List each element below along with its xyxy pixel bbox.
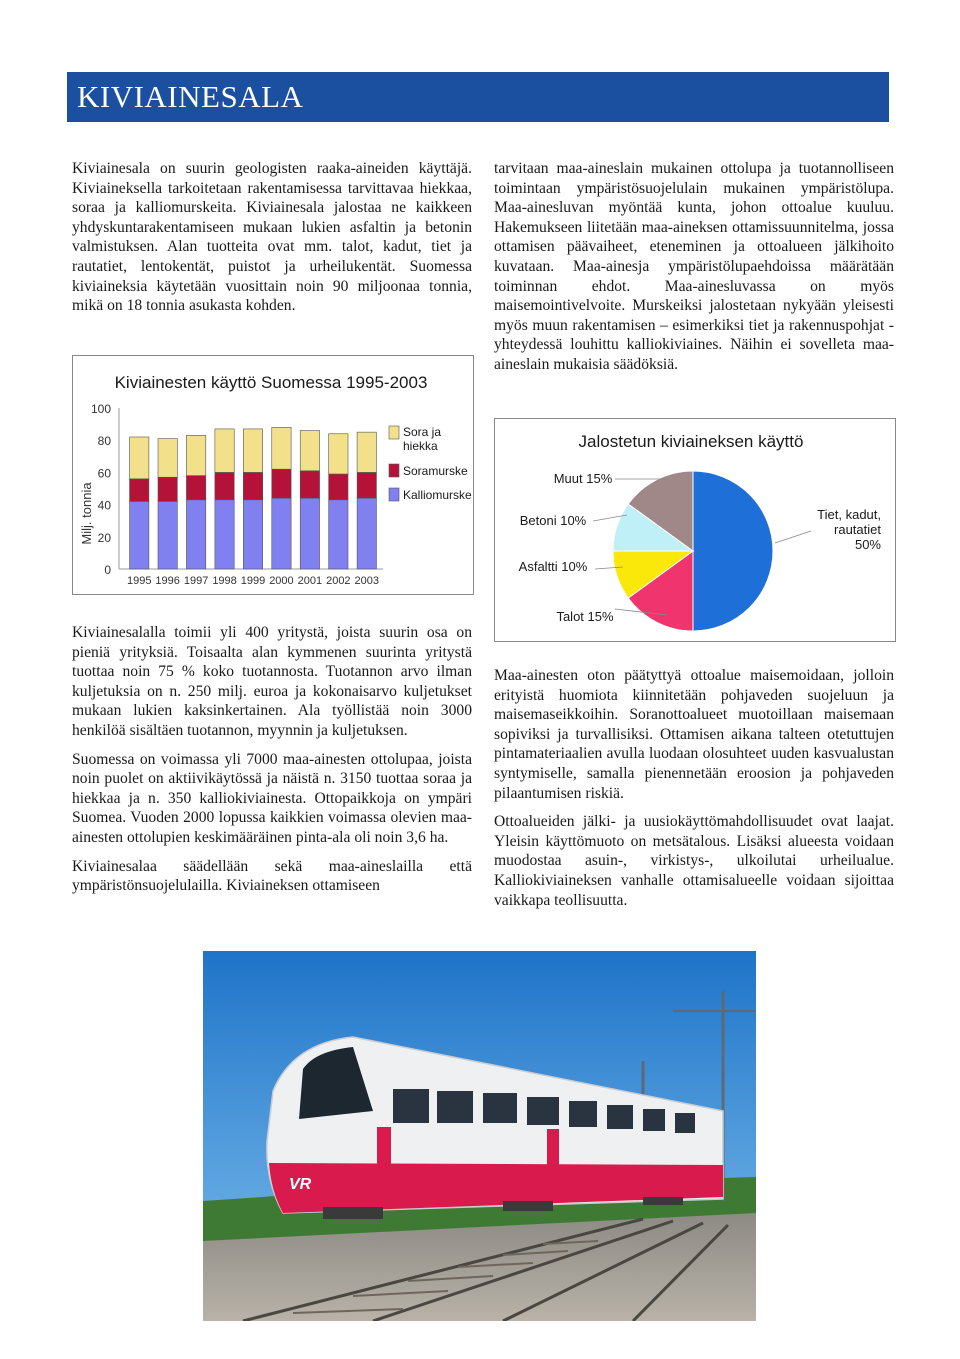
x-tick-label: 1995	[126, 575, 152, 587]
y-tick-label: 100	[90, 402, 111, 416]
legend-label: Sora ja hiekka	[403, 425, 442, 453]
bar-segment	[357, 498, 376, 569]
x-tick-label: 1999	[240, 575, 266, 587]
paragraph: Ottoalueiden jälki- ja uusiokäyttömahdollisuudet ovat laajat. Yleisin käyttömuoto on metsätalous. Lisäksi alueesta voidaan muodostaa asuin-, virkistys-, ulkoilutai urheilualue. Kalliokiviaineksen vanhalle ottamisalueelle voidaan sijoittaa vaikkapa teollisuutta.	[494, 813, 894, 909]
paragraph: Kiviainesalaa säädellään sekä maa-aineslailla että ympäristönsuojelulailla. Kiviaineksen ottamiseen	[72, 857, 472, 895]
text-column-left-bottom	[72, 623, 472, 905]
bar-chart	[72, 355, 474, 595]
bar-segment	[215, 429, 234, 472]
bar-segment	[158, 477, 177, 501]
bar-segment	[158, 501, 177, 569]
x-tick-label: 2002	[326, 575, 351, 587]
bar-chart-svg	[73, 356, 473, 594]
text-column-right-top	[494, 159, 894, 384]
pie-slice-label: Tiet, kadut, rautatiet 50%	[817, 507, 881, 552]
pie-slice	[693, 471, 773, 631]
bar-segment	[243, 472, 262, 499]
pie-chart	[494, 418, 896, 642]
bar-chart-title: Kiviainesten käyttö Suomessa 1995-2003	[114, 373, 428, 392]
legend-swatch	[389, 488, 399, 501]
y-axis-label: Milj. tonnia	[79, 482, 94, 545]
legend-swatch	[389, 464, 399, 477]
paragraph: Suomessa on voimassa yli 7000 maa-ainesten ottolupaa, joista noin puolet on aktiivikäytössä ja näistä n. 3150 tuottaa soraa ja hiekkaa ja n. 350 kalliokiviainesta. Ottopaikkoja on ympäri Suomea. Vuoden 2000 lopussa kaikkien voimassa olevien maa-ainesten ottolupien keskimääräinen pinta-ala oli noin 3,6 ha.	[72, 750, 472, 846]
bar-segment	[186, 476, 205, 500]
pie-slice-label: Asfaltti 10%	[518, 559, 588, 574]
text-column-right-bottom	[494, 666, 894, 919]
train-logo: VR	[289, 1176, 312, 1193]
paragraph: Kiviainesala on suurin geologisten raaka-aineiden käyttäjä. Kiviaineksella tarkoitetaan rakentamisessa tarvittavaa hiekkaa, soraa ja kalliomurskeita. Kiviainesala jalostaa ne kaikkeen yhdyskuntarakentamiseen mukaan lukien asfaltin ja betonin valmistuksen. Alan tuotteita ovat mm. talot, kadut, tiet ja rautatiet, lentokentät, puistot ja urheilukentät. Suomessa kiviaineksia käytetään vuosittain noin 90 miljoonaa tonnia, mikä on 18 tonnia asukasta kohden.	[72, 160, 472, 315]
bar-segment	[243, 500, 262, 569]
bar-segment	[300, 471, 319, 498]
page-title: KIVIAINESALA	[67, 72, 889, 122]
bar-segment	[329, 434, 348, 474]
bar-segment	[130, 479, 149, 502]
bar-segment	[215, 500, 234, 569]
pie-leader-line	[775, 531, 811, 543]
bar-segment	[300, 498, 319, 569]
bar-segment	[300, 431, 319, 471]
x-tick-label: 1996	[155, 575, 180, 587]
bar-segment	[130, 437, 149, 479]
pie-slice-label: Talot 15%	[556, 609, 614, 624]
x-tick-label: 2003	[354, 575, 380, 587]
paragraph: Maa-ainesten oton päätyttyä ottoalue maisemoidaan, jolloin erityistä huomiota kiinnitetään pohjaveden suojeluun ja maisemaseikkoihin. Soranottoalueet muotoillaan maisemaan sopiviksi ja turvallisiksi. Ottamisen aikana talteen otetuttujen pintamateriaalien avulla luodaan olosuhteet uuden kasvualustan syntymiselle, samalla pienennetään eroosion ja pohjaveden pilaantumisen riskiä.	[494, 667, 894, 802]
bar-segment	[329, 500, 348, 569]
bar-segment	[357, 472, 376, 498]
y-tick-label: 40	[97, 498, 111, 513]
pie-slice-label: Betoni 10%	[519, 513, 587, 528]
y-tick-label: 60	[97, 466, 111, 481]
paragraph: tarvitaan maa-aineslain mukainen ottolupa ja tuotannolliseen toimintaan ympäristösuojelulain mukainen ympäristölupa. Maa-ainesluvan myöntää kunta, johon ottoalue kuuluu. Hakemukseen liitetään maa-aineksen ottamissuunnitelma, jossa ottamisen päävaiheet, eteneminen ja ottoalueen jälkihoito kuvataan. Maa-ainesja ympäristölupaehdoissa määrätään toiminnan ehdot. Maa-ainesluvassa on myös maisemointivelvoite. Murskeiksi jalostetaan nykyään yleisesti myös muun rakentamisen – esimerkiksi tiet ja rakennuspohjat - yhteydessä louhittu kalliokiviaines. Näihin ei sovelleta maa-aineslain mukaisia säädöksiä.	[494, 160, 894, 373]
bar-segment	[186, 435, 205, 475]
x-tick-label: 1997	[183, 575, 209, 587]
x-tick-label: 2000	[269, 575, 294, 587]
pie-chart-title: Jalostetun kiviaineksen käyttö	[578, 432, 804, 451]
x-tick-label: 1998	[212, 575, 237, 587]
bar-segment	[243, 429, 262, 472]
train-illustration	[203, 951, 756, 1321]
legend-label: Kalliomurske	[403, 488, 472, 502]
bar-segment	[158, 439, 177, 478]
y-tick-label: 80	[97, 434, 111, 449]
bar-segment	[130, 501, 149, 569]
bar-segment	[272, 427, 291, 469]
y-tick-label: 20	[97, 530, 111, 545]
train-photo	[203, 951, 756, 1321]
legend-swatch	[389, 426, 399, 439]
y-tick-label: 0	[104, 563, 111, 577]
bar-segment	[272, 498, 291, 569]
bar-segment	[186, 500, 205, 569]
bar-segment	[215, 472, 234, 499]
bar-segment	[272, 469, 291, 498]
x-tick-label: 2001	[297, 575, 323, 587]
bar-segment	[329, 474, 348, 500]
paragraph: Kiviainesalalla toimii yli 400 yritystä, joista suurin osa on pieniä yrityksiä. Toisaalta alan kymmenen suurinta yritystä tuottaa noin 75 % koko tuotannosta. Tuotannon arvo ilman kuljetuksia on n. 250 milj. euroa ja kokonaisarvo kuljetukset mukaan lukien kaksinkertainen. Ala työllistää noin 3000 henkilöä sisältäen tuotannon, myynnin ja kuljetuksen.	[72, 624, 472, 739]
pie-slice-label: Muut 15%	[553, 471, 613, 486]
bar-segment	[357, 432, 376, 472]
legend-label: Soramurske	[403, 464, 468, 478]
pie-chart-svg	[495, 419, 895, 641]
text-column-left-top	[72, 159, 472, 325]
